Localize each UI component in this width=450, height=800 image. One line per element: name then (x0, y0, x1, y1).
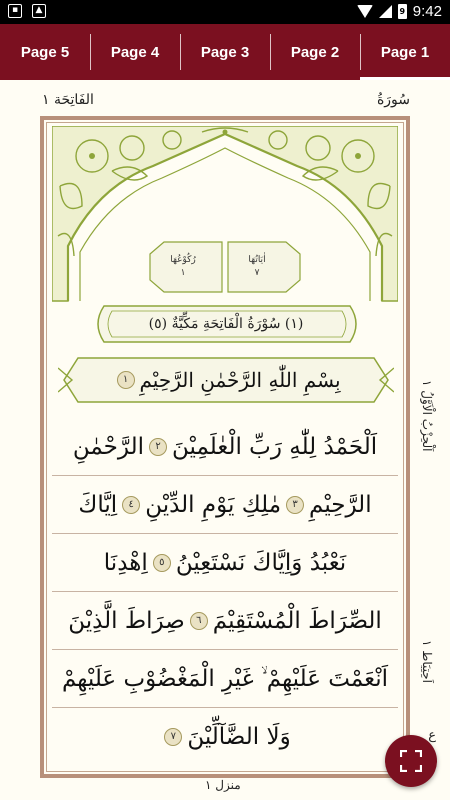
verse-text: اَلْحَمْدُ لِلّٰهِ رَبِّ الْعٰلَمِيْنَ (172, 433, 378, 460)
status-bar (0, 0, 450, 24)
ayat-label: اٰيَاتُهَا (248, 255, 266, 265)
tab-page-2[interactable]: Page 2 (270, 24, 360, 80)
verse-text: صِرَاطَ الَّذِيْنَ (68, 607, 185, 634)
status-time: 9:42 (412, 3, 442, 20)
tab-page-3[interactable]: Page 3 (180, 24, 270, 80)
verse-line (52, 592, 398, 650)
verse-text: مٰلِكِ يَوْمِ الدِّيْنِ (145, 491, 282, 518)
ruku-value: ١ (180, 268, 186, 278)
ayat-count-box (226, 248, 288, 286)
verse-line (52, 418, 398, 476)
ayah-marker: ٧ (164, 728, 182, 746)
ayah-marker: ٦ (190, 612, 208, 630)
verse-line (52, 476, 398, 534)
surah-header-right: سُورَةُ (376, 92, 410, 108)
ruku-marker: ع (428, 728, 436, 743)
hizb-marker: اَلْحِزْبُ الْاَوَّلُ ١ (420, 380, 434, 452)
fullscreen-button[interactable] (385, 735, 437, 787)
surah-header-left: الفَاتِحَة ١ (42, 92, 94, 108)
battery-icon: 9 (398, 4, 407, 19)
surah-title: (١) سُوْرَةُ الْفَاتِحَةِ مَكِّيَّةٌ (٥) (148, 316, 304, 332)
verse-text: اِهْدِنَا (103, 549, 148, 576)
tab-page-5[interactable]: Page 5 (20, 43, 70, 61)
bismillah-text: بِسْمِ اللّٰهِ الرَّحْمٰنِ الرَّحِيْمِ (139, 368, 341, 392)
verse-line (52, 650, 398, 708)
ruku-label: رُكُوْعُهَا (170, 255, 196, 265)
tab-page-1[interactable]: Page 1 (360, 24, 450, 80)
ayah-marker: ١ (117, 371, 135, 389)
ayah-marker: ٢ (149, 438, 167, 456)
verse-text: وَلَا الضَّآلِّيْنَ (187, 724, 291, 750)
ayah-marker: ٣ (286, 496, 304, 514)
verse-text: نَعْبُدُ وَاِيَّاكَ نَسْتَعِيْنُ (175, 549, 347, 576)
download-notification-icon: ▲ (32, 4, 46, 18)
fullscreen-icon (400, 750, 422, 772)
page-tabbar (0, 24, 450, 80)
manzil-label: منزل ١ (205, 778, 241, 792)
ruku-count-box (152, 248, 214, 286)
wifi-icon (357, 5, 373, 18)
verse-text: الصِّرَاطَ الْمُسْتَقِيْمَ (212, 607, 382, 634)
verse-text: الرَّحِيْمِ (309, 491, 372, 518)
verse-text: الرَّحْمٰنِ (72, 433, 144, 460)
quran-page (0, 80, 450, 800)
verse-text: اَنْعَمْتَ عَلَيْهِمْ ۙ غَيْرِ الْمَغْضُوْبِ عَلَيْهِمْ (61, 665, 389, 692)
bismillah-line (66, 358, 386, 402)
tab-page-4[interactable]: Page 4 (90, 24, 180, 80)
app-notification-icon: ▪ (8, 4, 22, 18)
verse-line (52, 708, 398, 766)
signal-icon (379, 5, 392, 18)
page-frame (40, 116, 410, 778)
ayah-marker: ٤ (122, 496, 140, 514)
ayat-value: ٧ (254, 268, 260, 278)
ihtiyat-marker: اَحِتِيَاط ١ (420, 640, 434, 684)
ayah-marker: ٥ (153, 554, 171, 572)
verse-text: اِيَّاكَ (78, 491, 118, 518)
verse-line (52, 534, 398, 592)
